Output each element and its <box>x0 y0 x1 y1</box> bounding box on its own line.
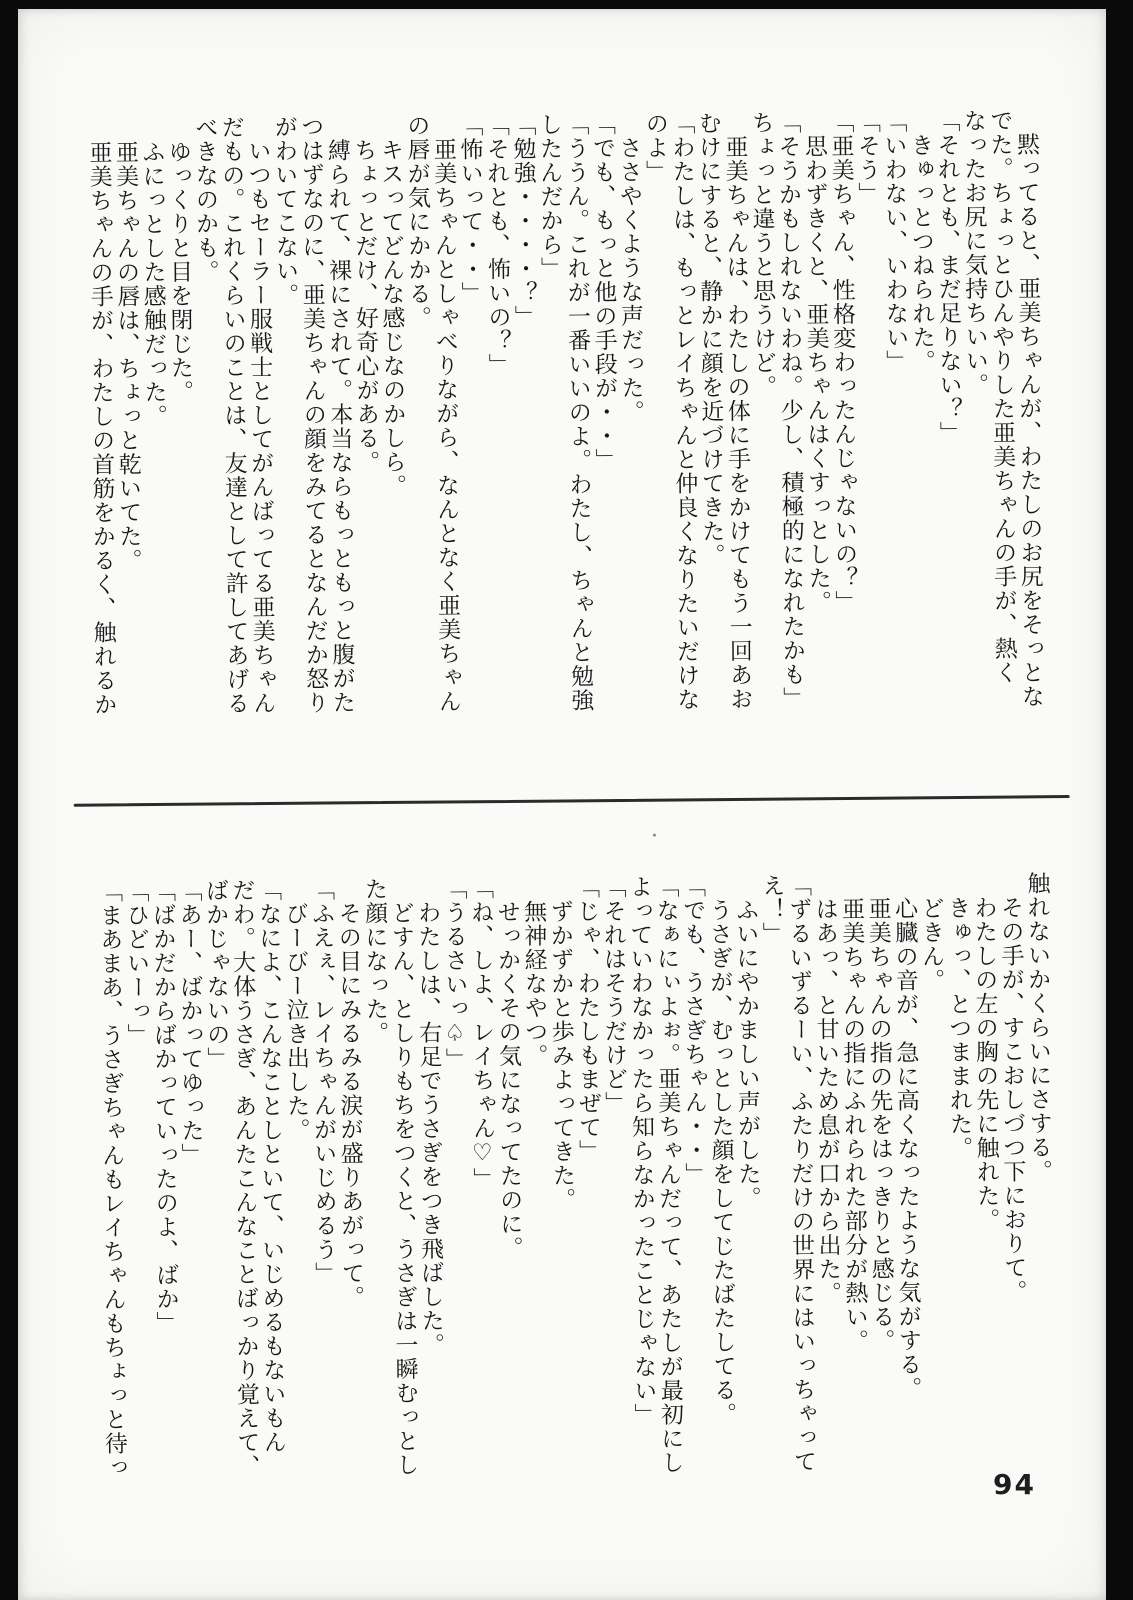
story-text-top-section: 黙ってると、亜美ちゃんが、わたしのお尻をそっとな でた。ちょっとひんやりした亜美ちゃんの手が、熱く なったお尻に気持ちいい。 「それとも、まだ足りない？」 きゅっとつねられた。 「いわない、いわない」 「そう」 「亜美ちゃん、性格変わったんじゃないの？」 思わずきくと、亜美ちゃんはくすっとした。 「そうかもしれないわね。少し、積極的になれたかも」 ちょっと違うと思うけど。 亜美ちゃんは、わたしの体に手をかけてもう一回あお むけにすると、静かに顔を近づけてきた。 「わたしは、もっとレイちゃんと仲良くなりたいだけな のよ」 ささやくような声だった。 「でも、もっと他の手段が・・」 「ううん。これが一番いいのよ。わたし、ちゃんと勉強 したんだから」 「勉強・・・・？」 「それとも、怖いの？」 「怖いって・・」 亜美ちゃんとしゃべりながら、なんとなく亜美ちゃん の唇が気にかかる。 キスってどんな感じなのかしら。 ちょっとだけ、好奇心がある。 縛られて、裸にされて。本当ならもっともっと腹がた つはずなのに、亜美ちゃんの顔をみてるとなんだか怒り がわいてこない。 いつもセーラー服戦士としてがんばってる亜美ちゃん だもの。これくらいのことは、友達として許してあげる べきなのかも。 ゆっくりと目を閉じた。 ふにっとした感触だった。 亜美ちゃんの唇は、ちょっと乾いてた。 亜美ちゃんの手が、わたしの首筋をかるく、触れるか <box>85 108 1044 717</box>
section-divider-rule <box>74 795 1070 807</box>
page-content <box>12 5 1114 1600</box>
scan-speck <box>653 834 656 837</box>
book-page <box>18 9 1106 1600</box>
page-number: 94 <box>993 1468 1036 1501</box>
story-text-bottom-section: 触れないかくらいにさする。 その手が、すこおしづつ下におりて。 わたしの左の胸の先に触れた。 きゅっ、とつままれた。 どきん。 心臓の音が、急に高くなったような気がする。 亜美ちゃんの指の先をはっきりと感じる。 亜美ちゃんの指にふれられた部分が熱い。 はあっ、と甘いため息が口から出た。 「ずるいずるーい、ふたりだけの世界にはいっちゃって え！」 ふいにやかましい声がした。 うさぎが、むっとした顔をしてじたばたしてる。 「でも、うさぎちゃん・・」 「なぁにぃよぉ。亜美ちゃんだって、あたしが最初にし よっていわなかったら知らなかったことじゃない」 「それはそうだけど」 「じゃ、わたしもまぜて」 ずかずかと歩みよってきた。 無神経なやつ。 せっかくその気になってたのに。 「ね、しよ、レイちゃん♡」 「うるさいっ♤」 わたしは、右足でうさぎをつき飛ばした。 どすん、としりもちをつくと、うさぎは一瞬むっとし た顔になった。 その目にみるみる涙が盛りあがって。 「ふえぇ、レイちゃんがいじめるう」 びーびー泣き出した。 「なによ、こんなことしといて、いじめるもないもん だわ。大体うさぎ、あんたこんなことばっかり覚えて、 ばかじゃないの」 「あー、ばかってゆった」 「ばかだからばかっていったのよ、ばか」 「ひどいーっ」 「まあまあ、うさぎちゃんもレイちゃんもちょっと待っ <box>95 871 1053 1480</box>
